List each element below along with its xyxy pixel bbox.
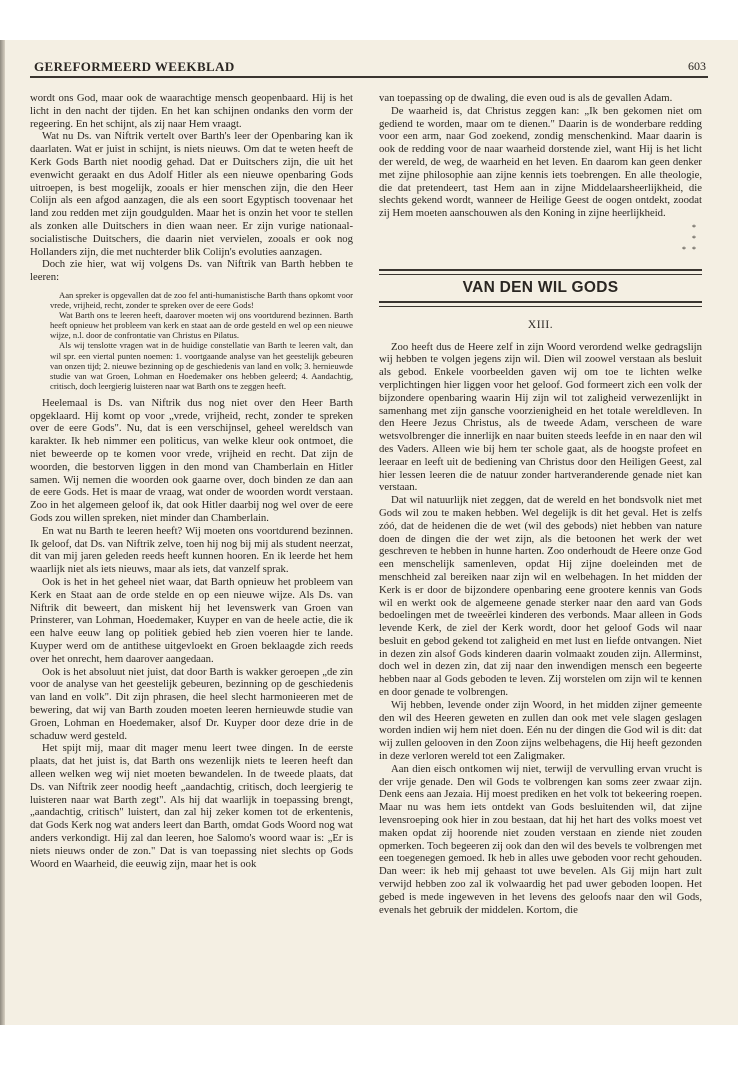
paragraph: Het spijt mij, maar dit mager menu leert twee dingen. In de eerste plaats, dat het juist is, dat Barth ons wezenlijk niets te leeren heeft dan alleen welken weg wij niet moeten bewandelen. In de tweede plaats, dat Ds. van Niftrik zeer noodig heeft „aandachtig, critisch, doch leergierig te luisteren naar wat Barth zegt". Als hij dat waarlijk in toepassing brengt, „aandachtig, critisch" luistert, dan zal hij zeker komen tot de erkentenis, dat Gods Kerk nog wat anders leert dan Barth, omdat Gods Woord nog wat anders verkondigt. Hij zal dan leeren, hoe Salomo's woord waar is: „Er is niets nieuws onder de zon." Dat is van toepassing niet slechts op Gods Woord en Waarheid, die eeuwig zijn, maar het is ook xyxy=(30,742,353,870)
running-header xyxy=(30,58,708,78)
binding-edge xyxy=(0,40,5,1025)
section-break-asterisks xyxy=(379,222,698,255)
paragraph: Ook is het in het geheel niet waar, dat Barth opnieuw het probleem van Kerk en Staat aan de orde stelde en op een nieuwe wijze. Als Ds. van Niftrik dit beweert, dan miskent hij het levenswerk van Groen van Prinsterer, van Lohman, Hoedemaker, Kuyper en van de heele actie, die ik een halve eeuw lang op politiek gebied heb zien voeren hier te lande. Kuyper werd om de antithese uitgevloekt en Groen beklaagde zich reeds over het onrecht, hem daarover aangedaan. xyxy=(30,576,353,665)
paragraph: Wat nu Ds. van Niftrik vertelt over Barth's leer der Openbaring kan ik daarlaten. Wat er juist in schijnt, is niets nieuws. Om dat te weten heeft de Kerk Gods Barth niet noodig gehad. Dat er Duitschers zijn, die uit het evenwicht geraakt en dus Adolf Hitler als een nieuwe openbaring Gods uitroepen, is best mogelijk, zooals er hier menschen zijn, die den Heer Colijn als een afgod aanzagen, die als een soort Egyptisch toovenaar het land zou redden met zijn goudgulden. Maar het is onzin het voor te stellen als zonken alle Duitschers in dien waan neer. Er zijn vurige nationaal-socialistische Duitschers, die daarin niet vervielen, zooals er ook nog Hollanders zijn, die met nuchterder blik Colijn's evoluties aanzagen. xyxy=(30,130,353,258)
left-column xyxy=(30,92,353,870)
heading-rule-bottom xyxy=(379,301,702,307)
paragraph: De waarheid is, dat Christus zeggen kan: „Ik ben gekomen niet om gediend te worden, maar om te dienen." Daarin is de wonderbare redding voor een arm, naar God zoekend, zondig menschenkind. Maar daarin is ook de redding voor de naar waarheid dorstende ziel, want Hij is het licht der wereld, de weg, de waarheid en het leven. En daarom kan geen denker met zijne philosophie aan zijne kennis iets toebrengen. En alle theologie, die dat pretendeert, tast Hem aan in zijne Middelaarsheerlijkheid, die slechts gekend wordt, wanneer de Heilige Geest de oogen ontdekt, zoodat zij Hem moeten aanschouwen als den Koning in zijne heerlijkheid. xyxy=(379,104,702,220)
block-quote xyxy=(50,290,353,391)
paragraph: wordt ons God, maar ook de waarachtige mensch geopenbaard. Hij is het licht in den nacht der tijden. En het kan schijnen ondanks den vorm der regeering. En het schijnt, als zij naar Hem vraagt. xyxy=(30,92,353,130)
quote-paragraph: Wat Barth ons te leeren heeft, daarover moeten wij ons voortdurend bezinnen. Barth heeft opnieuw het probleem van kerk en staat aan de orde gesteld en wel op een nieuwe wijze, n.l. door de confrontatie van Christus en Pilatus. xyxy=(50,310,353,341)
asterisk: * xyxy=(692,222,698,232)
paragraph: Doch zie hier, wat wij volgens Ds. van Niftrik van Barth hebben te leeren: xyxy=(30,258,353,284)
journal-title: GEREFORMEERD WEEKBLAD xyxy=(34,59,235,74)
right-column xyxy=(379,92,702,916)
paragraph: Wij hebben, levende onder zijn Woord, in het midden zijner gemeente den wil des Heeren geweten en zullen dan ook met vele slagen geslagen worden indien wij hem niet doen. Eén nu der dingen die God wil is dit: dat wij zullen gelooven in den Zoon zijns welbehagens, die Hij heeft gezonden in deze verloren wereld tot een Zaligmaker. xyxy=(379,698,702,763)
article-heading-block xyxy=(379,269,702,307)
article-title: VAN DEN WIL GODS xyxy=(462,278,619,296)
paragraph: Dat wil natuurlijk niet zeggen, dat de wereld en het bondsvolk niet met Gods wil zou te maken hebben. Wel degelijk is dit het geval. Het is zelfs zóó, dat de heidenen die de wet (wil des gebods) niet hebben van nature doen de dingen die der wet zijn, als die betoonen het werk der wet geschreven te hebben in hunne harten. Zoo onderhoudt de Heere onze God een menschelijk samenleven, opdat Hij zijne doeleinden met de menschheid zal bereiken naar zijn wil en welbehagen. In het midden der Kerk is er door de bijzondere openbaring eene grootere kennis van Gods wil en werkt ook de algemeene genade sterker naar den aard van Gods bedoelingen met de tweeërlei kinderen des verbonds. Maar alleen in Gods levende Kerk, de ziel der Kerk wordt, door het geloof Gods wil naar besluit en gebod gekend tot zaligheid en met lust en liefde ontvangen. Niet in dezen zin alsof Gods kinderen daarin volmaakt zouden zijn. Allerminst, doch wel in dezen zin, dat zij naar den inwendigen mensch een begeerte hebben naar al Gods geboden te leven. Zij worstelen om zijn wil te kennen en door genade te volbrengen. xyxy=(379,494,702,699)
quote-paragraph: Als wij tenslotte vragen wat in de huidige constellatie van Barth te leeren valt, dan wil spr. een viertal punten noemen: 1. voortgaande analyse van het geestelijk gebeuren van onzen tijd; 2. nieuwe bezinning op de geschiedenis van land en volk; 3. hernieuwde studie van wat Groen, Lohman en Hoedemaker ons hebben geleerd; 4. Aandachtig, critisch, doch leergierig luisteren naar wat Barth ons te zeggen heeft. xyxy=(50,340,353,391)
asterisk: * * xyxy=(682,244,698,254)
paragraph: van toepassing op de dwaling, die even oud is als de gevallen Adam. xyxy=(379,92,673,104)
paragraph: En wat nu Barth te leeren heeft? Wij moeten ons voortdurend bezinnen. Ik geloof, dat Ds. van Niftrik zelve, toen hij nog bij mij als student neerzat, dit van mij jaren geleden reeds heeft kunnen hooren. En ik leerde het hem waarlijk niet als iets nieuws, maar als iets, dat vanzelf sprak. xyxy=(30,524,353,576)
paragraph: Aan dien eisch ontkomen wij niet, terwijl de vervulling ervan vrucht is der vrije genade. Den wil Gods te volbrengen kan soms zeer zwaar zijn. Denk eens aan Jezaia. Hij moest prediken en het volk tot bekeering roepen. Maar nu was hem iets ontdekt van Gods besluitenden wil, dat zijne levensroeping ook hier in zou bestaan, dat hij het hart des volks moest vet maken opdat zij hoorende niet zouden verstaan en ziende niet zouden opmerken. Toch begeeren zij ook dan den wil des bevels te volbrengen met een toegenegen gemoed. Ik heb in alles uwe geboden voor recht gehouden. Dan weer: ik heb mij gehaast tot uwe bevelen. Als Gij mijn hart zult verwijd hebben zoo zal ik volwaardig het pad uwer geboden loopen. Het gebed is mede ingeweven in het levens des geloofs naar den wil Gods, evenals het gebruik der middelen. Kortom, die xyxy=(379,762,702,916)
paragraph: Heelemaal is Ds. van Niftrik dus nog niet over den Heer Barth opgeklaard. Hij komt op voor „vrede, vrijheid, recht, zonder te spreken over de eere Gods". Nu, dat is een verschijnsel, geheel wereldsch van karakter. Ik heb nimmer een politicus, van welke kleur ook ontmoet, die niet beweerde op te komen voor vrede, vrijheid en recht. Dat zijn de woorden, die bestorven liggen in den mond van Chamberlain en Hitler samen. Wij nemen die woorden ook gaarne over, doch binden ze dan aan de eere Gods. Het is maar de vraag, wat onder de woorden wordt verstaan. Zoo in het algemeen geloof ik, dat ook Hitler daarbij nog wel over de eere Gods zou willen spreken, niet minder dan Chamberlain. xyxy=(30,396,353,525)
quote-paragraph: Aan spreker is opgevallen dat de zoo fel anti-humanistische Barth thans opkomt voor vrede, vrijheid, recht, zonder te spreken over de eere Gods! xyxy=(50,289,353,311)
paragraph: Zoo heeft dus de Heere zelf in zijn Woord verordend welke gedragslijn wij hebben te volgen jegens zijn wil. Dien wil zoowel verstaan als besluit als gebod. Enkele voorbeelden gaven wij om toe te lichten welke verplichtingen hier liggen voor het geloof. God formeert zich een volk der bijzondere openbaring waarin Hij zijn wil tot zaligheid verwezenlijkt in samenhang met zijn gansche voorzienigheid en het totale wereldleven. In den Heere Jezus Christus, als de tweede Adam, verscheen de ware wetsvolbrenger die innerlijk en naar buiten steeds leefde in en naar den wil des Vaders. Alleen wie bij hem ter schole gaat, als de hoogste profeet en leeraar en leeft uit de bediening van Christus door den Heiligen Geest, zal hier lessen leeren die de natuur zonder hartveranderende genade niet kan verstaan. xyxy=(379,340,702,494)
article-part-number: XIII. xyxy=(527,318,554,331)
page-number: 603 xyxy=(688,59,706,73)
asterisk: * xyxy=(692,233,698,243)
paragraph: Ook is het absoluut niet juist, dat door Barth is wakker geroepen „de zin voor de analyse van het geestelijk gebeuren, bezinning op de geschiedenis van land en volk". Dit zijn phrasen, die heel slecht harmonieeren met de bewering, dat wij van Barth zouden moeten leeren hernieuwde studie van Groen, Lohman en Hoedemaker, alsof Dr. Kuyper door deze drie in de schaduw werd gesteld. xyxy=(30,665,353,742)
